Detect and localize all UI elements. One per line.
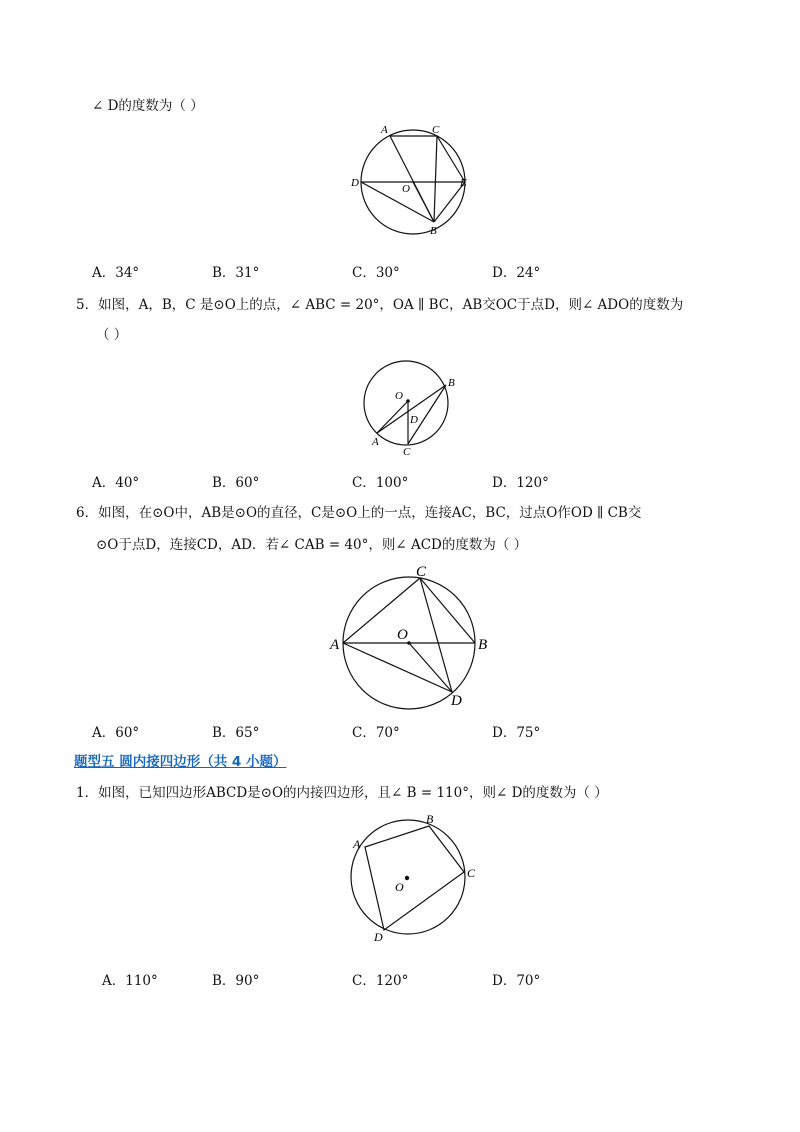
section-heading-type5[interactable]: 题型五 圆内接四边形（共 4 小题） bbox=[74, 754, 287, 770]
q5-label-o: O bbox=[395, 390, 403, 402]
q5-option-c[interactable]: C．100° bbox=[352, 475, 409, 491]
q6-chord-cd bbox=[420, 578, 452, 692]
q4-stem-tail: ∠ D的度数为（ ） bbox=[92, 98, 204, 114]
q5-option-d[interactable]: D．120° bbox=[492, 475, 549, 491]
s5q1-option-c[interactable]: C．120° bbox=[352, 973, 409, 989]
q5-stem-line2: （ ） bbox=[96, 327, 128, 343]
q6-label-b: B bbox=[478, 637, 488, 653]
q6-label-o: O bbox=[397, 627, 408, 643]
q5-option-a[interactable]: A．40° bbox=[92, 475, 140, 491]
q4-chord-ce bbox=[437, 136, 465, 182]
q6-option-c[interactable]: C．70° bbox=[352, 725, 400, 741]
q4-option-a[interactable]: A．34° bbox=[92, 265, 140, 281]
q4-chord-cb bbox=[434, 136, 437, 222]
q4-label-d: D bbox=[351, 177, 359, 189]
q6-chord-ac bbox=[343, 578, 420, 643]
q4-label-b: B bbox=[430, 225, 437, 237]
s5q1-label-o: O bbox=[395, 880, 404, 894]
q6-label-d: D bbox=[451, 693, 462, 709]
q5-stem-line1: 5．如图，A，B，C 是⊙O上的点，∠ ABC = 20°，OA ∥ BC，AB交OC于点D，则∠ ADO的度数为 bbox=[76, 297, 684, 313]
s5q1-label-d: D bbox=[374, 930, 383, 944]
s5q1-figure bbox=[343, 810, 483, 945]
q4-label-o: O bbox=[402, 183, 410, 195]
q5-radius-oa bbox=[377, 401, 408, 433]
q4-label-a: A bbox=[381, 124, 388, 136]
s5q1-label-a: A bbox=[353, 837, 361, 851]
s5q1-option-a[interactable]: A．110° bbox=[102, 973, 158, 989]
q4-option-c[interactable]: C．30° bbox=[352, 265, 400, 281]
q4-figure bbox=[350, 122, 480, 237]
q5-figure bbox=[362, 355, 462, 460]
q5-label-c: C bbox=[403, 446, 411, 458]
s5q1-label-c: C bbox=[467, 866, 476, 880]
q6-option-d[interactable]: D．75° bbox=[492, 725, 541, 741]
q4-option-b[interactable]: B．31° bbox=[212, 265, 260, 281]
q5-label-b: B bbox=[448, 377, 455, 389]
s5q1-center-dot bbox=[405, 876, 409, 880]
s5q1-option-b[interactable]: B．90° bbox=[212, 973, 260, 989]
q4-label-c: C bbox=[432, 124, 440, 136]
q5-option-b[interactable]: B．60° bbox=[212, 475, 260, 491]
q6-chord-ad bbox=[343, 643, 452, 692]
q6-option-a[interactable]: A．60° bbox=[92, 725, 140, 741]
s5q1-quadrilateral bbox=[365, 826, 464, 930]
q6-label-c: C bbox=[416, 564, 427, 580]
q4-option-d[interactable]: D．24° bbox=[492, 265, 541, 281]
s5q1-label-b: B bbox=[426, 812, 434, 826]
q6-label-a: A bbox=[330, 637, 340, 653]
q6-figure bbox=[330, 562, 495, 708]
q6-stem-line2: ⊙O于点D，连接CD，AD．若∠ CAB = 40°，则∠ ACD的度数为（ ） bbox=[96, 537, 528, 553]
s5q1-option-d[interactable]: D．70° bbox=[492, 973, 541, 989]
s5q1-stem: 1．如图，已知四边形ABCD是⊙O的内接四边形，且∠ B = 110°，则∠ D的度数为（ ） bbox=[76, 785, 608, 801]
q6-option-b[interactable]: B．65° bbox=[212, 725, 260, 741]
q4-label-e: E bbox=[460, 177, 467, 189]
q5-label-d: D bbox=[410, 414, 418, 426]
q6-stem-line1: 6．如图，在⊙O中，AB是⊙O的直径，C是⊙O上的一点，连接AC，BC，过点O作OD ∥ CB交 bbox=[76, 505, 642, 521]
q5-label-a: A bbox=[372, 436, 379, 448]
